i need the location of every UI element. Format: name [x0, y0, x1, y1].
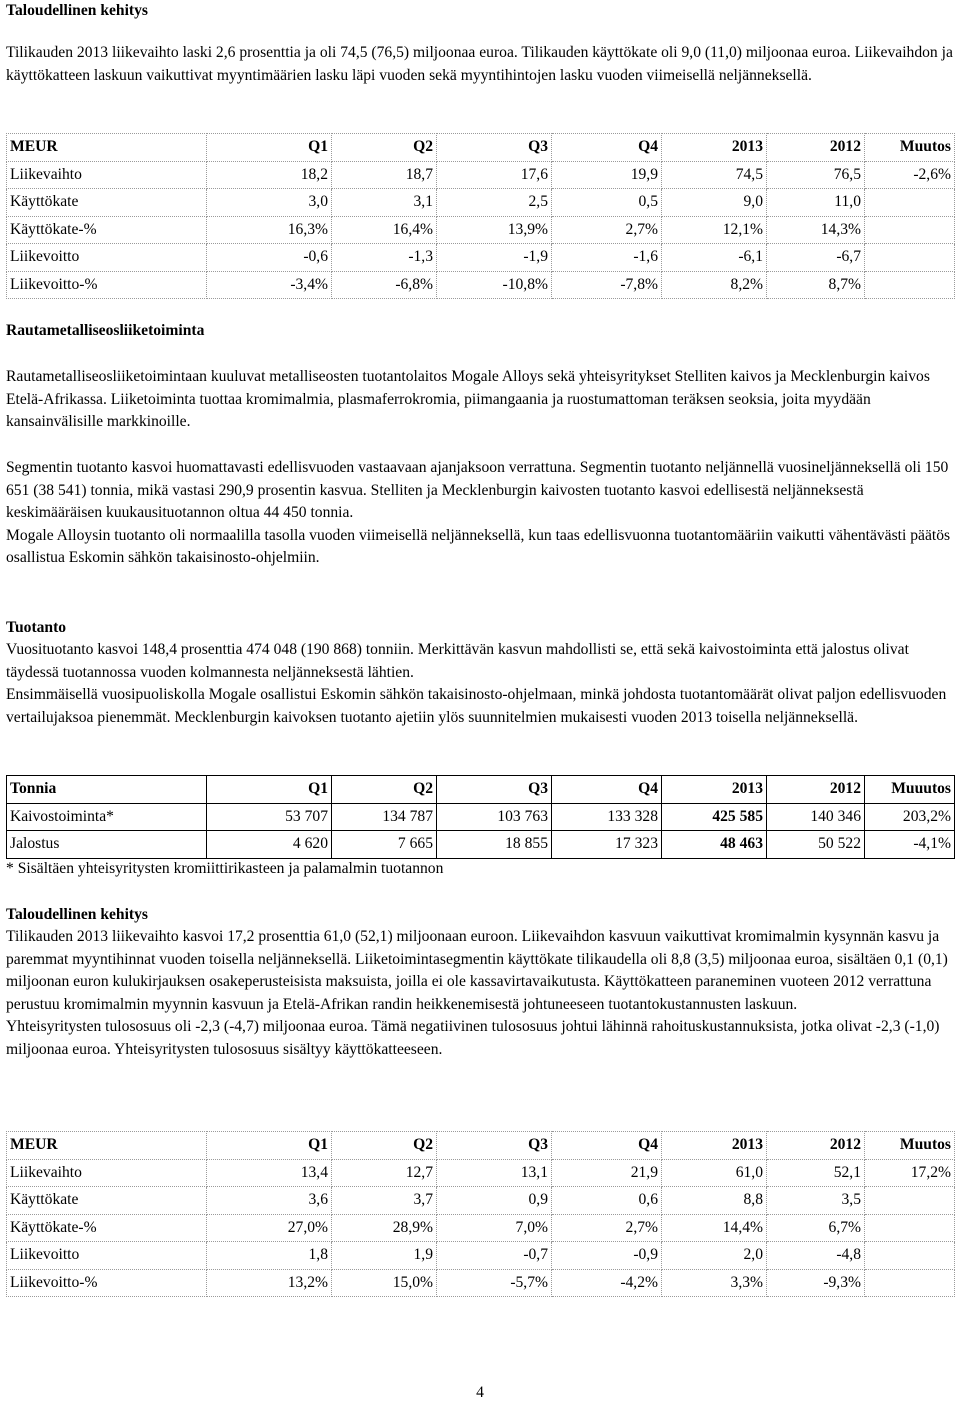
table-cell: 2,7% — [552, 216, 662, 244]
table-cell: 21,9 — [552, 1159, 662, 1187]
table-cell: 103 763 — [437, 803, 552, 831]
table-cell: -2,6% — [865, 161, 955, 189]
table-cell: 76,5 — [767, 161, 865, 189]
table-cell: -1,3 — [332, 244, 437, 272]
table-cell: -6,8% — [332, 271, 437, 299]
table-cell: -0,9 — [552, 1242, 662, 1270]
table-cell — [865, 189, 955, 217]
table-cell: Liikevoitto-% — [7, 271, 207, 299]
financial-paragraph-2: Tilikauden 2013 liikevaihto kasvoi 17,2 prosenttia 61,0 (52,1) miljoonaan euroon. Liikevaihdon kasvuun vaikuttivat kromimalmin kysynnän kasvu ja paremmat myyntihinnat vuoden toisella neljänneksellä. Liiketoimintasegmentin käyttökate tilikaudella oli 8,8 (3,5) miljoonaa euroa, sisältäen 0,1 (0,1) miljoonan euron kulukirjauksen osakeperusteisista maksuista, joilla ei ole kassavirtavaikutusta. Käyttökatteen paraneminen vuoteen 2012 verrattuna perustuu kromimalmin myynnin kasvuun ja Etelä-Afrikan randin heikkenemisestä johtuneeseen tuotantokustannusten laskuun. — [6, 928, 948, 1013]
table-cell: 134 787 — [332, 803, 437, 831]
table-cell: 61,0 — [662, 1159, 767, 1187]
table-row — [7, 271, 955, 299]
table-cell: 3,5 — [767, 1187, 865, 1215]
table-cell: 1,9 — [332, 1242, 437, 1270]
table-cell — [865, 1242, 955, 1270]
production-table — [6, 775, 955, 859]
table-cell: 2,7% — [552, 1214, 662, 1242]
table-cell: 3,6 — [207, 1187, 332, 1215]
table-cell: 15,0% — [332, 1269, 437, 1297]
table-cell: -6,1 — [662, 244, 767, 272]
financial-table-2 — [6, 1131, 955, 1297]
table-cell: 3,1 — [332, 189, 437, 217]
table-cell — [865, 244, 955, 272]
table-cell: 18 855 — [437, 831, 552, 859]
column-header: Q3 — [437, 134, 552, 162]
table-cell: 9,0 — [662, 189, 767, 217]
table-cell: 0,5 — [552, 189, 662, 217]
table-header-row — [7, 1132, 955, 1160]
section-heading-production: Tuotanto — [6, 619, 67, 636]
table-cell: 17 323 — [552, 831, 662, 859]
ferroalloys-paragraph-3: Mogale Alloysin tuotanto oli normaalilla tasolla vuoden viimeisellä neljänneksellä, kun taas edellisvuonna tuotantomääriin vaikutti vähentävästi päätös osallistua Eskomin sähkön takaisinosto-ohjelmiin. — [6, 526, 951, 567]
table-cell: 11,0 — [767, 189, 865, 217]
table-cell: 8,7% — [767, 271, 865, 299]
table-row — [7, 161, 955, 189]
table-cell — [865, 1214, 955, 1242]
column-header: 2013 — [662, 776, 767, 804]
table-cell: -5,7% — [437, 1269, 552, 1297]
table-cell: 53 707 — [207, 803, 332, 831]
table-cell: 13,4 — [207, 1159, 332, 1187]
table-cell: 2,5 — [437, 189, 552, 217]
table-header-row — [7, 134, 955, 162]
table-row — [7, 1214, 955, 1242]
ferroalloys-paragraph-2: Segmentin tuotanto kasvoi huomattavasti edellisvuoden vastaavaan ajanjaksoon verrattuna. Segmentin tuotanto neljännellä vuosineljänneksellä oli 150 651 (38 541) tonnia, mikä vastasi 290,9 prosentin kasvua. Stelliten ja Mecklenburgin kaivosten tuotanto kasvoi edellisestä neljänneksestä keskimääräisen kuukausituotannon oltua 44 450 tonnia. — [6, 459, 949, 522]
table-cell: 3,7 — [332, 1187, 437, 1215]
table-row — [7, 1187, 955, 1215]
page-number: 4 — [476, 1384, 484, 1401]
column-header: MEUR — [7, 1132, 207, 1160]
section-heading-financial-2: Taloudellinen kehitys — [6, 906, 148, 923]
table-cell: Liikevaihto — [7, 1159, 207, 1187]
table-cell: Liikevoitto-% — [7, 1269, 207, 1297]
table-cell: 4 620 — [207, 831, 332, 859]
table-cell: 14,4% — [662, 1214, 767, 1242]
table-cell: 19,9 — [552, 161, 662, 189]
table-cell: Käyttökate — [7, 1187, 207, 1215]
production-footnote: * Sisältäen yhteisyritysten kromiittirikasteen ja palamalmin tuotannon — [6, 860, 444, 877]
table-cell: 74,5 — [662, 161, 767, 189]
table-cell: -6,7 — [767, 244, 865, 272]
financial-paragraph-3: Yhteisyritysten tulososuus oli -2,3 (-4,7) miljoonaa euroa. Tämä negatiivinen tulososuus johtui lähinnä rahoituskustannuksista, jotka olivat -2,3 (-1,0) miljoonaa euroa. Yhteisyritysten tulososuus sisältyy käyttökatteeseen. — [6, 1018, 940, 1058]
table-row — [7, 216, 955, 244]
column-header: Q1 — [207, 1132, 332, 1160]
table-cell: -10,8% — [437, 271, 552, 299]
table-cell: 203,2% — [865, 803, 955, 831]
table-cell: 16,3% — [207, 216, 332, 244]
column-header: Q3 — [437, 776, 552, 804]
column-header: Tonnia — [7, 776, 207, 804]
financial-table-1 — [6, 133, 955, 299]
table-row — [7, 1242, 955, 1270]
production-paragraph-1: Vuosituotanto kasvoi 148,4 prosenttia 474 048 (190 868) tonniin. Merkittävän kasvun mahdollisti se, että sekä kaivostoiminta että jalostus olivat täydessä tuotannossa vuoden kolmannesta neljänneksestä lähtien. — [6, 641, 909, 681]
table-cell: -7,8% — [552, 271, 662, 299]
table-cell: -1,6 — [552, 244, 662, 272]
table-cell — [865, 1187, 955, 1215]
table-cell: -3,4% — [207, 271, 332, 299]
table-cell: 3,0 — [207, 189, 332, 217]
column-header: Q4 — [552, 776, 662, 804]
column-header: Q3 — [437, 1132, 552, 1160]
column-header: MEUR — [7, 134, 207, 162]
table-cell: 18,2 — [207, 161, 332, 189]
table-cell: -9,3% — [767, 1269, 865, 1297]
table-cell: Kaivostoiminta* — [7, 803, 207, 831]
column-header: 2013 — [662, 1132, 767, 1160]
table-cell: 8,2% — [662, 271, 767, 299]
table-cell: -4,1% — [865, 831, 955, 859]
table-cell: 0,9 — [437, 1187, 552, 1215]
financial-paragraph-1: Tilikauden 2013 liikevaihto laski 2,6 prosenttia ja oli 74,5 (76,5) miljoonaa euroa. Tilikauden käyttökate oli 9,0 (11,0) miljoonaa euroa. Liikevaihdon ja käyttökatteen laskuun vaikuttivat myyntimäärien lasku läpi vuoden sekä myyntihintojen lasku vuoden viimeisellä neljänneksellä. — [6, 44, 953, 84]
column-header: Q1 — [207, 134, 332, 162]
table-cell: Käyttökate-% — [7, 216, 207, 244]
table-cell: 8,8 — [662, 1187, 767, 1215]
section-heading-financial-1: Taloudellinen kehitys — [6, 2, 148, 19]
table-cell: 17,6 — [437, 161, 552, 189]
table-cell: 1,8 — [207, 1242, 332, 1270]
table-cell: -4,8 — [767, 1242, 865, 1270]
table-cell: 3,3% — [662, 1269, 767, 1297]
column-header: Muutos — [865, 134, 955, 162]
table-header-row — [7, 776, 955, 804]
column-header: Q1 — [207, 776, 332, 804]
table-cell: 48 463 — [662, 831, 767, 859]
table-cell: 14,3% — [767, 216, 865, 244]
column-header: Q4 — [552, 134, 662, 162]
column-header: Muutos — [865, 1132, 955, 1160]
table-cell: Käyttökate — [7, 189, 207, 217]
table-cell: Käyttökate-% — [7, 1214, 207, 1242]
section-heading-ferroalloys: Rautametalliseosliiketoiminta — [6, 322, 205, 339]
column-header: Muuutos — [865, 776, 955, 804]
column-header: Q2 — [332, 1132, 437, 1160]
table-cell: -0,6 — [207, 244, 332, 272]
table-cell — [865, 271, 955, 299]
table-row — [7, 1269, 955, 1297]
column-header: Q2 — [332, 776, 437, 804]
column-header: Q4 — [552, 1132, 662, 1160]
table-cell: Liikevoitto — [7, 244, 207, 272]
table-row — [7, 831, 955, 859]
table-cell: Jalostus — [7, 831, 207, 859]
table-cell: 425 585 — [662, 803, 767, 831]
ferroalloys-paragraph-1: Rautametalliseosliiketoimintaan kuuluvat metalliseosten tuotantolaitos Mogale Alloys sekä yhteisyritykset Stelliten kaivos ja Mecklenburgin kaivos Etelä-Afrikassa. Liiketoiminta tuottaa kromimalmia, plasmaferrokromia, piimangaania ja ruostumattoman teräksen seoksia, joita myydään kansainvälisille markkinoille. — [6, 368, 930, 431]
table-cell: 17,2% — [865, 1159, 955, 1187]
table-cell: 7 665 — [332, 831, 437, 859]
table-cell: 140 346 — [767, 803, 865, 831]
table-cell: -1,9 — [437, 244, 552, 272]
column-header: 2012 — [767, 776, 865, 804]
column-header: 2012 — [767, 134, 865, 162]
table-cell: 16,4% — [332, 216, 437, 244]
table-cell: 13,1 — [437, 1159, 552, 1187]
table-cell: 13,9% — [437, 216, 552, 244]
table-cell: 50 522 — [767, 831, 865, 859]
production-paragraph-2: Ensimmäisellä vuosipuoliskolla Mogale osallistui Eskomin sähkön takaisinosto-ohjelmaan, minkä johdosta tuotantomäärät olivat paljon edellisvuoden vertailujaksoa pienemmät. Mecklenburgin kaivoksen tuotanto ajetiin ylös suunnitelmien mukaisesti vuoden 2013 toisella neljänneksellä. — [6, 686, 947, 726]
table-cell: 12,1% — [662, 216, 767, 244]
table-cell: 27,0% — [207, 1214, 332, 1242]
table-row — [7, 1159, 955, 1187]
table-cell: -4,2% — [552, 1269, 662, 1297]
table-row — [7, 244, 955, 272]
table-cell: 52,1 — [767, 1159, 865, 1187]
column-header: Q2 — [332, 134, 437, 162]
table-cell — [865, 216, 955, 244]
table-cell: 2,0 — [662, 1242, 767, 1270]
table-cell: 7,0% — [437, 1214, 552, 1242]
column-header: 2012 — [767, 1132, 865, 1160]
table-cell: 133 328 — [552, 803, 662, 831]
column-header: 2013 — [662, 134, 767, 162]
table-cell: 13,2% — [207, 1269, 332, 1297]
table-cell: Liikevoitto — [7, 1242, 207, 1270]
table-cell: Liikevaihto — [7, 161, 207, 189]
table-cell: 0,6 — [552, 1187, 662, 1215]
table-cell: 6,7% — [767, 1214, 865, 1242]
table-cell — [865, 1269, 955, 1297]
table-cell: 18,7 — [332, 161, 437, 189]
table-cell: 28,9% — [332, 1214, 437, 1242]
table-cell: -0,7 — [437, 1242, 552, 1270]
table-cell: 12,7 — [332, 1159, 437, 1187]
table-row — [7, 803, 955, 831]
table-row — [7, 189, 955, 217]
